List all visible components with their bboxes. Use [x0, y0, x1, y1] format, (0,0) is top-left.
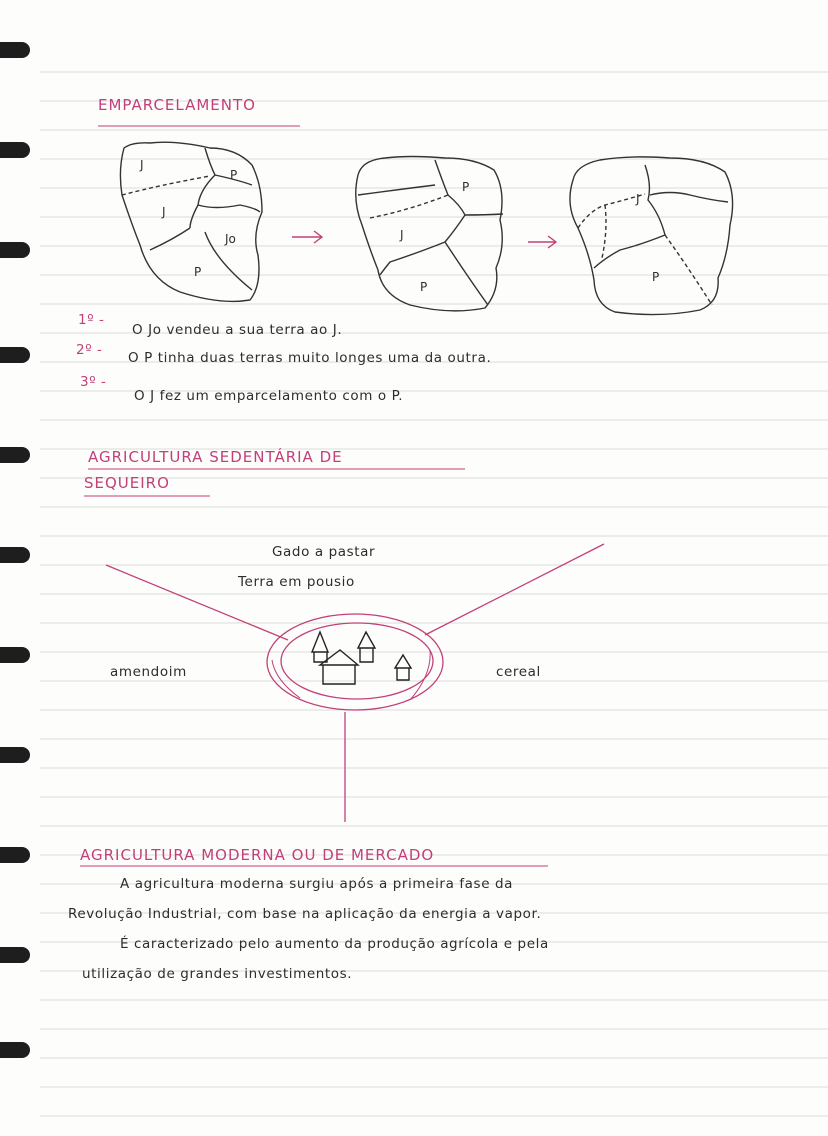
parcel-map-middle — [356, 157, 503, 311]
heading-sequeiro-line2: SEQUEIRO — [84, 474, 170, 492]
step-number: 1º - — [78, 312, 105, 328]
map3-label-p: P — [652, 270, 660, 284]
label-terra: Terra em pousio — [238, 574, 355, 590]
label-amendoim: amendoim — [110, 664, 187, 680]
paragraph-line: É caracterizado pelo aumento da produção agrícola e pela — [120, 936, 549, 952]
village-houses — [312, 632, 411, 684]
label-cereal: cereal — [496, 664, 541, 680]
step-text: O J fez um emparcelamento com o P. — [134, 388, 404, 404]
parcel-map-after — [570, 157, 733, 315]
paragraph-line: A agricultura moderna surgiu após a primeira fase da — [120, 876, 514, 892]
step-number: 3º - — [80, 374, 107, 390]
map2-label-j: J — [400, 228, 404, 242]
step-text: O P tinha duas terras muito longes uma da outra. — [128, 350, 492, 366]
paragraph-line: utilização de grandes investimentos. — [82, 966, 353, 982]
map1-label-p2: P — [194, 265, 202, 279]
map1-label-p: P — [230, 168, 238, 182]
paragraph-line: Revolução Industrial, com base na aplicação da energia a vapor. — [68, 906, 542, 922]
step-number: 2º - — [76, 342, 103, 358]
heading-sequeiro-line1: AGRICULTURA SEDENTÁRIA DE — [88, 448, 343, 466]
heading-moderna: AGRICULTURA MODERNA OU DE MERCADO — [80, 846, 435, 864]
arrow-1 — [292, 231, 322, 243]
heading-emparcelamento: EMPARCELAMENTO — [98, 96, 256, 114]
label-gado: Gado a pastar — [272, 544, 376, 560]
step-text: O Jo vendeu a sua terra ao J. — [132, 322, 343, 338]
map2-label-p2: P — [420, 280, 428, 294]
map2-label-p: P — [462, 180, 470, 194]
map3-label-j: J — [636, 192, 640, 206]
arrow-2 — [528, 236, 556, 248]
map1-label-j2: J — [162, 205, 166, 219]
map1-label-j: J — [140, 158, 144, 172]
map1-label-jo: Jo — [225, 232, 236, 246]
